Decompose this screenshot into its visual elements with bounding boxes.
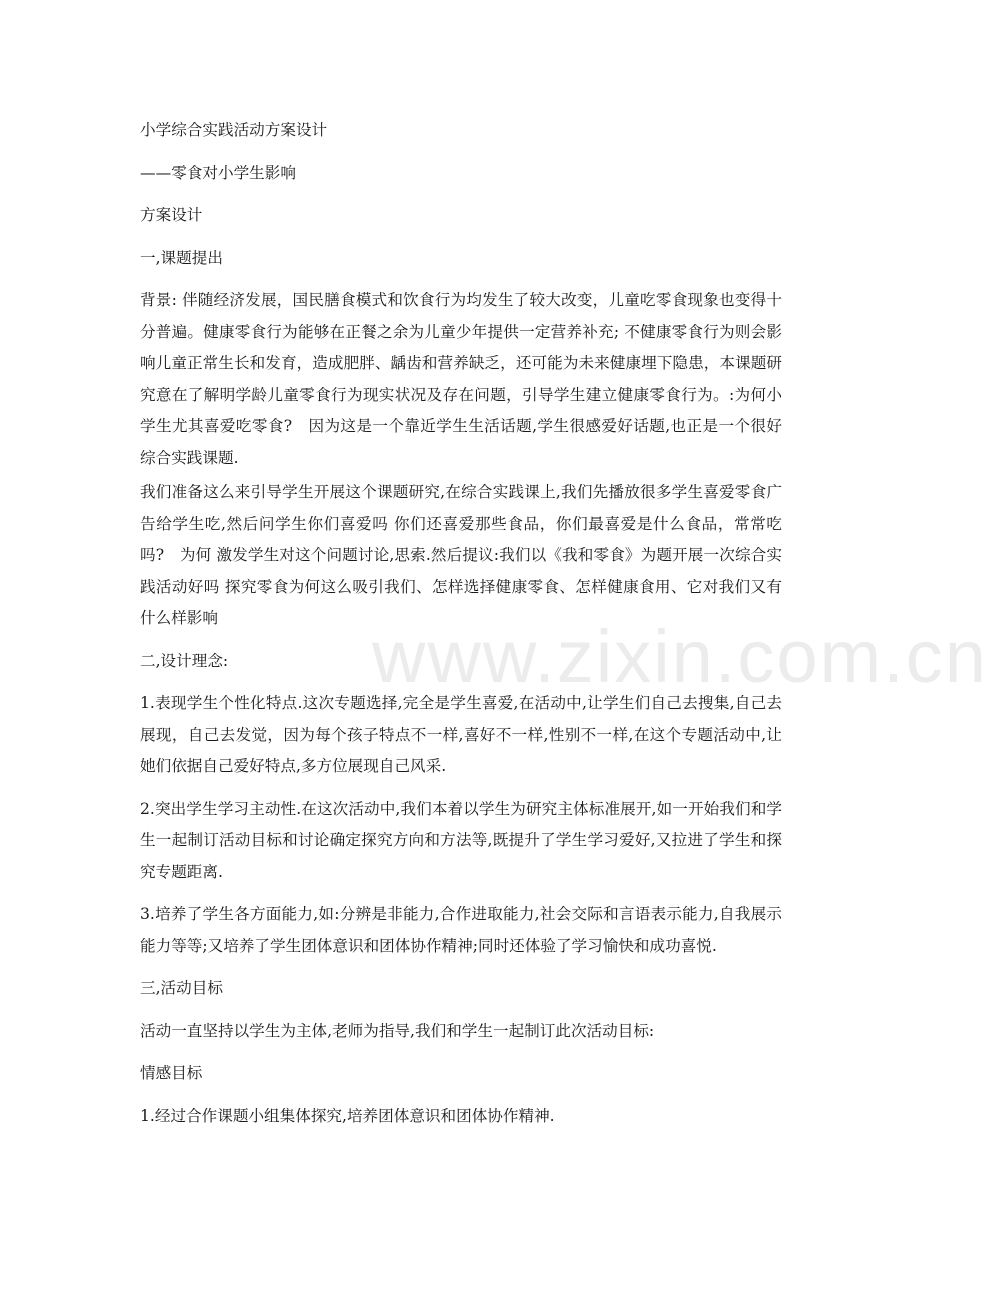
- paragraph-background: 背景: 伴随经济发展，国民膳食模式和饮食行为均发生了较大改变，儿童吃零食现象也变得十分普遍。健康零食行为能够在正餐之余为儿童少年提供一定营养补充; 不健康零食行为则会影响儿童正常生长和发育，造成肥胖、龋齿和营养缺乏，还可能为未来健康埋下隐患，本课题研究意在了解明学龄儿童零食行为现实状况及存在问题，引导学生建立健康零食行为。:为何小学生尤其喜爱吃零食? 因为这是一个靠近学生生活话题,学生很感爱好话题,也正是一个很好综合实践课题.: [140, 291, 782, 467]
- section-label: 方案设计: [140, 206, 203, 224]
- paragraph-goals-intro: 活动一直坚持以学生为主体,老师为指导,我们和学生一起制订此次活动目标:: [140, 1021, 655, 1040]
- watermark: www.zixin.com.cn: [372, 615, 988, 698]
- heading-design-concept: 二,设计理念:: [140, 651, 229, 670]
- heading-emotional-goals: 情感目标: [140, 1064, 203, 1082]
- heading-topic: 一,课题提出: [140, 248, 223, 267]
- paragraph-concept-3: 3.培养了学生各方面能力,如:分辨是非能力,合作进取能力,社会交际和言语表示能力,自我展示能力等等;又培养了学生团体意识和团体协作精神;同时还体验了学习愉快和成功喜悦.: [140, 905, 782, 955]
- paragraph-concept-2: 2.突出学生学习主动性.在这次活动中,我们本着以学生为研究主体标准展开,如一开始我们和学生一起制订活动目标和讨论确定探究方向和方法等,既提升了学生学习爱好,又拉进了学生和探究专题距离.: [140, 799, 782, 881]
- paragraph-concept-1: 1.表现学生个性化特点.这次专题选择,完全是学生喜爱,在活动中,让学生们自己去搜集,自己去展现，自己去发觉，因为每个孩子特点不一样,喜好不一样,性别不一样,在这个专题活动中,让她们依据自己爱好特点,多方位展现自己风采.: [140, 694, 782, 775]
- heading-activity-goals: 三,活动目标: [140, 979, 223, 997]
- document-body: [140, 115, 782, 1143]
- paragraph-plan: 我们准备这么来引导学生开展这个课题研究,在综合实践课上,我们先播放很多学生喜爱零食广告给学生吃,然后问学生你们喜爱吗 你们还喜爱那些食品，你们最喜爱是什么食品，常常吃吗? 为何 激发学生对这个问题讨论,思索.然后提议:我们以《我和零食》为题开展一次综合实践活动好吗 探究零食为何这么吸引我们、怎样选择健康零食、怎样健康食用、它对我们又有什么样影响: [140, 483, 782, 627]
- paragraph-goal-1: 1.经过合作课题小组集体探究,培养团体意识和团体协作精神.: [140, 1106, 555, 1125]
- doc-title: 小学综合实践活动方案设计: [140, 121, 328, 139]
- doc-subtitle: ——零食对小学生影响: [140, 163, 296, 182]
